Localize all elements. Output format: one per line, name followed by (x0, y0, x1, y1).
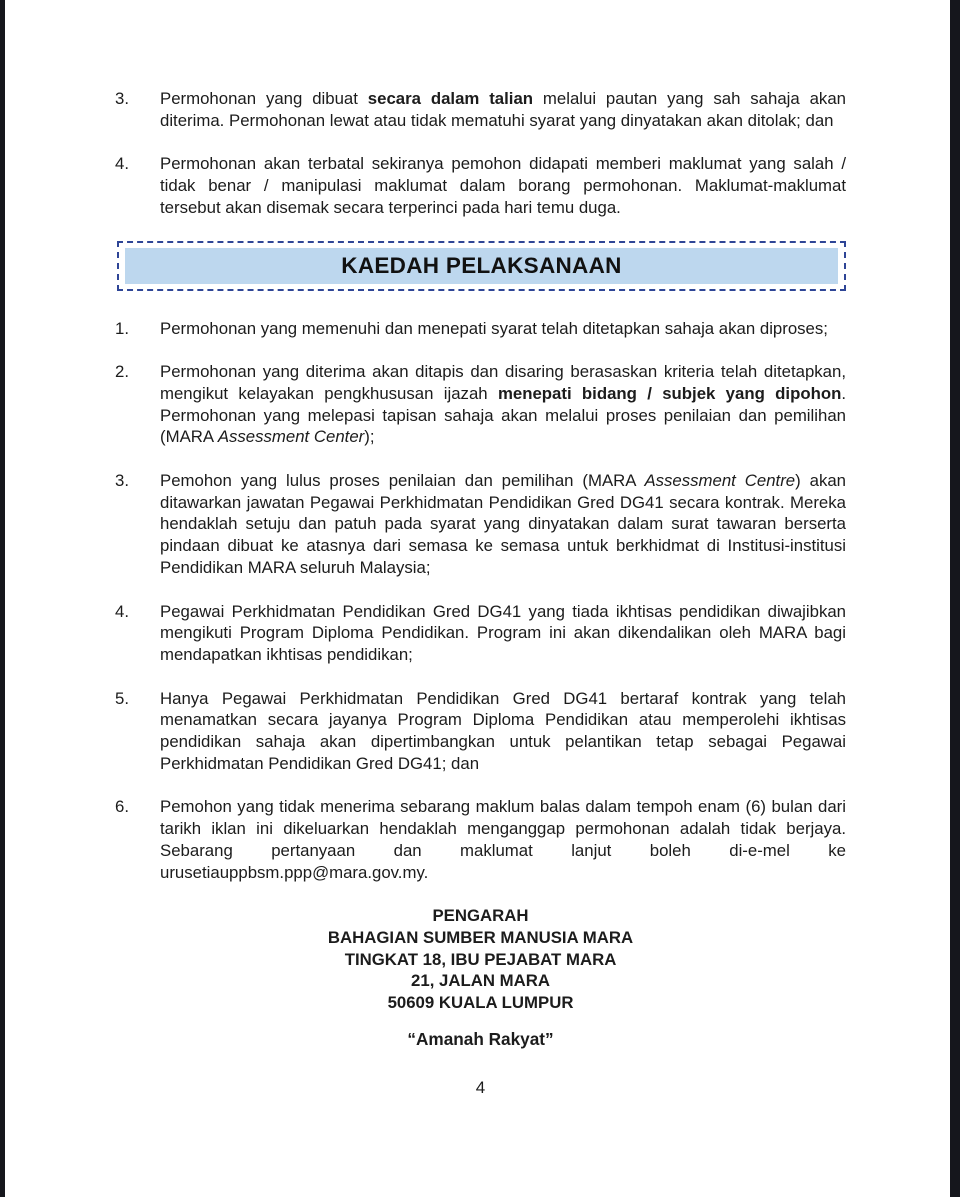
text-segment: Pegawai Perkhidmatan Pendidikan Gred DG41 yang tiada ikhtisas pendidikan diwajibkan mengikuti Program Diploma Pendidikan. Program ini akan dikendalikan oleh MARA bagi mendapatkan ikhtisas pendidikan; (160, 601, 846, 664)
list-item-text (160, 88, 846, 131)
list-item (115, 88, 846, 131)
list-item (115, 153, 846, 218)
list-item-number: 2. (115, 362, 129, 382)
list-item (115, 601, 846, 666)
text-segment: Assessment Centre (644, 471, 796, 491)
text-segment: ) akan ditawarkan jawatan Pegawai Perkhidmatan Pendidikan Gred DG41 secara kontrak. Mereka hendaklah setuju dan patuh pada syarat yang dinyatakan dalam surat tawaran berserta pindaan dibuat ke atasnya dari semasa ke semasa untuk berkhidmat di Institusi-institusi Pendidikan MARA seluruh Malaysia; (160, 471, 847, 577)
list-item-number: 4. (115, 601, 129, 621)
list-item-text (160, 153, 846, 218)
text-segment: Permohonan yang memenuhi dan menepati syarat telah ditetapkan sahaja akan diproses; (160, 318, 828, 338)
intro-list (115, 88, 846, 219)
list-item-number: 3. (115, 89, 129, 108)
list-item-number: 1. (115, 318, 129, 338)
text-segment: Permohonan yang dibuat (160, 89, 368, 108)
footer-address-block (115, 905, 846, 1014)
text-segment: Permohonan akan terbatal sekiranya pemohon didapati memberi maklumat yang salah / tidak benar / manipulasi maklumat dalam borang permohonan. Maklumat-maklumat tersebut akan disemak secara terperinci pada hari temu duga. (160, 154, 846, 217)
address-line: 21, JALAN MARA (411, 971, 550, 991)
list-item-number: 6. (115, 797, 129, 817)
main-list (115, 318, 846, 884)
list-item (115, 796, 846, 883)
text-segment: melalui pautan yang sah sahaja akan diterima. Permohonan lewat atau tidak mematuhi syarat yang dinyatakan akan ditolak; dan (160, 89, 846, 130)
text-segment: Permohonan yang diterima akan ditapis dan disaring berasaskan kriteria telah ditetapkan, mengikut kelayakan pengkhususan ijazah (160, 362, 846, 403)
list-item-text (160, 361, 846, 448)
list-item-text (160, 796, 846, 883)
page-number: 4 (475, 1077, 486, 1097)
list-item (115, 688, 846, 775)
address-line: PENGARAH (432, 906, 529, 926)
address-line: 50609 KUALA LUMPUR (387, 993, 574, 1013)
text-segment: . Permohonan yang melepasi tapisan sahaja akan melalui proses penilaian dan pemilihan (MARA (160, 383, 847, 447)
list-item (115, 470, 846, 579)
section-heading-title: KAEDAH PELAKSANAAN (341, 252, 622, 278)
list-item-text (160, 688, 846, 775)
section-heading-fill (125, 248, 838, 284)
list-item (115, 361, 846, 448)
list-item-number: 4. (115, 154, 129, 174)
list-item-number: 5. (115, 688, 129, 708)
list-item-text (160, 318, 846, 340)
document-page (5, 0, 950, 1197)
text-segment: ); (364, 427, 375, 447)
text-segment: Pemohon yang lulus proses penilaian dan pemilihan (MARA (160, 471, 645, 491)
address-line: BAHAGIAN SUMBER MANUSIA MARA (327, 927, 634, 947)
section-heading-box (117, 241, 846, 291)
text-segment: Hanya Pegawai Perkhidmatan Pendidikan Gred DG41 bertaraf kontrak yang telah menamatkan secara jayanya Program Diploma Pendidikan atau memperolehi ikhtisas pendidikan sahaja akan dipertimbangkan untuk pelantikan tetap sebagai Pegawai Perkhidmatan Pendidikan Gred DG41; dan (160, 688, 846, 773)
address-line: TINGKAT 18, IBU PEJABAT MARA (344, 949, 617, 969)
list-item-number: 3. (115, 471, 129, 491)
list-item-text (160, 601, 846, 666)
text-segment: menepati bidang / subjek yang dipohon (497, 383, 842, 403)
list-item (115, 318, 846, 340)
text-segment: Assessment Center (217, 427, 365, 447)
text-segment: Pemohon yang tidak menerima sebarang maklum balas dalam tempoh enam (6) bulan dari tarikh iklan ini dikeluarkan hendaklah menganggap permohonan adalah tidak berjaya. Sebarang pertanyaan dan maklumat lanjut boleh di-e-mel ke urusetiauppbsm.ppp@mara.gov.my. (160, 797, 846, 882)
motto-text: “Amanah Rakyat” (407, 1028, 554, 1049)
list-item-text (160, 470, 846, 579)
text-segment: secara dalam talian (367, 89, 534, 108)
